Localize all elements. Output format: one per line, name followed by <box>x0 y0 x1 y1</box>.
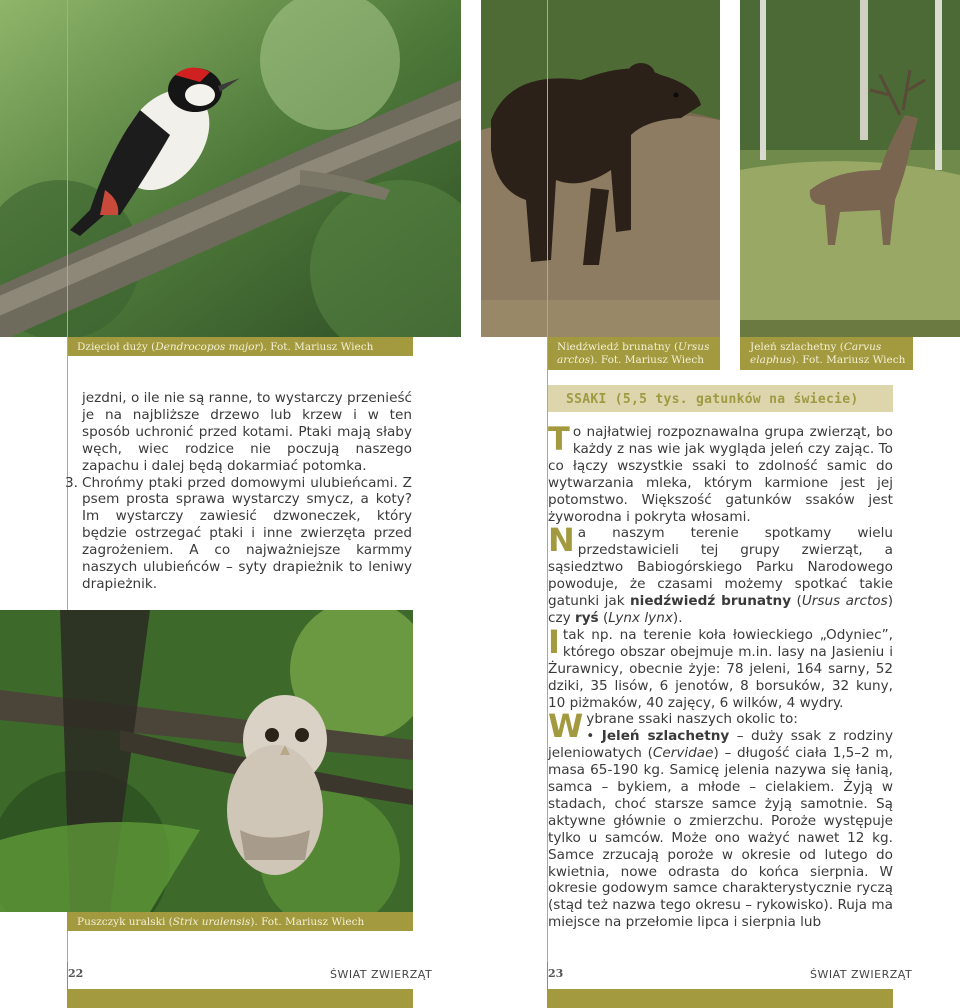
species-latin: Cervidae <box>652 745 714 762</box>
paragraph-counts <box>548 622 893 712</box>
section-title: SSAKI (5,5 tys. gatunków na świecie) <box>566 392 859 407</box>
paragraph-text: ) czy <box>548 593 893 626</box>
paragraph-selected <box>548 707 893 931</box>
paragraph-text: ( <box>791 593 802 610</box>
deer-caption <box>740 337 913 370</box>
left-running-header: ŚWIAT ZWIERZĄT <box>330 968 433 981</box>
list-number: 3. <box>65 474 78 491</box>
caption-tail: ). Fot. Mariusz Wiech <box>791 354 906 366</box>
bear-caption <box>547 337 720 370</box>
paragraph-intro <box>548 420 893 525</box>
caption-text: Puszczyk uralski ( <box>77 916 173 928</box>
paragraph-text: o najłatwiej rozpoznawalna grupa zwierząt, bo każdy z nas wie jak wygląda jeleń czy zając. To co łączy wszystkie ssaki to zdolność samic do wytwarzania mleka, którym karmione jest jej potomstwo. Większość gatunków ssaków jest żyworodna i pokryta włosami. <box>548 424 893 525</box>
paragraph-text: ybrane ssaki naszych okolic to: <box>586 711 798 728</box>
left-paragraph: jezdni, o ile nie są ranne, to wystarczy przenieść je na najbliższe drzewo lub krzew i w ten sposób uchronić przed kotami. Ptaki mają słaby węch, wiec rodzice nie poczują naszego zapachu i dalej będą dokarmiać potomka. <box>82 390 412 474</box>
deer-photo <box>740 0 960 337</box>
caption-latin: Strix uralensis <box>172 916 251 928</box>
owl-photo <box>0 610 413 912</box>
right-footer-bar <box>547 989 893 1008</box>
paragraph-text: ) – długość ciała 1,5–2 m, masa 65-190 kg. Samicę jelenia nazywa się łanią, samca – bykiem, a młode – cielakiem. Żyją w stadach, choć starsze samce żyją samotnie. Są aktywne głównie o zmierzchu. Poroże występuje tylko u samców. Może ono ważyć nawet 12 kg. Samce zrzucają poroże w okresie od lutego do kwietnia, nowe odrasta do końca sierpnia. W okresie godowym samce charakterystycznie ryczą (stąd też nazwa tego okresu – rykowisko). Ruja ma miejsce na przełomie lipca i sierpnia lub <box>548 745 893 931</box>
caption-text: Dzięcioł duży ( <box>77 341 156 353</box>
bear-illustration <box>481 0 720 337</box>
species-latin: Lynx lynx <box>608 609 673 626</box>
species-latin: Ursus arctos <box>801 593 888 610</box>
caption-tail: ). Fot. Mariusz Wiech <box>590 354 705 366</box>
woodpecker-caption <box>67 337 413 356</box>
caption-latin: Ursus <box>678 341 710 353</box>
paragraph-text: ). <box>672 609 683 626</box>
owl-illustration <box>0 610 413 912</box>
woodpecker-photo <box>0 0 461 337</box>
caption-latin-2: elaphus <box>750 354 792 366</box>
paragraph-text: ( <box>598 609 609 626</box>
dropcap: T <box>548 420 570 458</box>
bullet: • <box>586 728 595 745</box>
caption-tail: ). Fot. Mariusz Wiech <box>250 916 365 928</box>
left-page-number: 22 <box>68 967 84 980</box>
caption-text: Jeleń szlachetny ( <box>750 341 844 353</box>
dropcap: W <box>548 707 584 746</box>
section-header <box>548 385 893 412</box>
paragraph-text: tak np. na terenie koła łowieckiego „Odyniec”, którego obszar obejmuje m.in. lasy na Jasieniu i Żurawnicy, obecnie żyje: 78 jeleni, 164 sarny, 52 dziki, 35 lisów, 6 jenotów, 8 borsuków, 32 kuny, 10 piżmaków, 40 zajęcy, 6 wilków, 4 wydry. <box>548 626 893 711</box>
left-footer-bar <box>67 989 413 1008</box>
species-bold: Jeleń szlachetny <box>601 728 730 745</box>
dropcap: N <box>548 521 575 560</box>
paragraph-text: – duży ssak z rodziny jeleniowatych ( <box>548 728 893 762</box>
paragraph-neighborhood <box>548 521 893 626</box>
list-item-text: Chrońmy ptaki przed domowymi ulubieńcami. Z psem prosta sprawa wystarczy smycz, a koty? Im wystarczy zawiesić dzwoneczek, który będzie ostrzegać ptaki i inne zwierzęta przed zagrożeniem. A co najważniejsze karmmy naszych ulubieńców – syty drapieżnik to leniwy drapieżnik. <box>82 474 412 592</box>
list-item-3 <box>65 474 412 593</box>
caption-text: Niedźwiedź brunatny ( <box>557 341 679 353</box>
species-bold: ryś <box>574 609 599 626</box>
right-running-header: ŚWIAT ZWIERZĄT <box>810 968 913 981</box>
caption-latin: Dendrocopos major <box>155 341 260 353</box>
paragraph-text: a naszym terenie spotkamy wielu przedstawicieli tej grupy zwierząt, a sąsiedztwo Babiogórskiego Parku Narodowego powoduje, że czasami możemy spotkać takie gatunki jak <box>548 525 893 610</box>
caption-latin-2: arctos <box>557 354 591 366</box>
woodpecker-illustration <box>0 0 461 337</box>
species-bold: niedźwiedź brunatny <box>629 593 792 610</box>
left-column-text <box>65 390 412 593</box>
right-column-text <box>548 420 893 931</box>
caption-tail: ). Fot. Mariusz Wiech <box>259 341 374 353</box>
bear-photo <box>481 0 720 337</box>
dropcap: I <box>548 622 560 661</box>
owl-caption <box>67 912 413 931</box>
caption-latin: Carvus <box>843 341 882 353</box>
right-page-number: 23 <box>548 967 564 980</box>
deer-illustration <box>740 0 960 337</box>
